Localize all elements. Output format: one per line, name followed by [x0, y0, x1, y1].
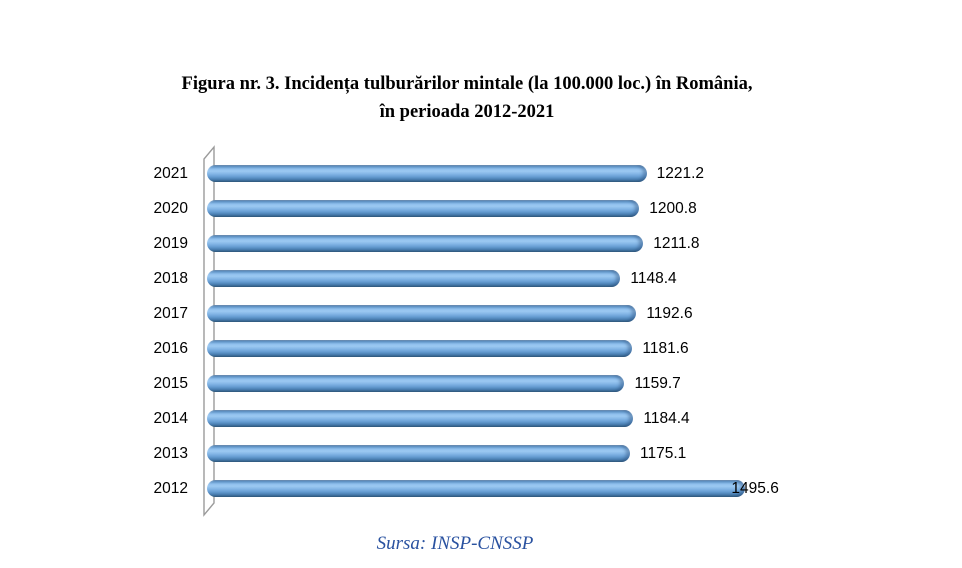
category-label: 2017	[153, 304, 188, 322]
bar	[207, 340, 632, 357]
value-label: 1200.8	[649, 199, 697, 217]
value-label: 1175.1	[640, 444, 687, 462]
category-label: 2016	[153, 339, 188, 357]
chart-row	[140, 331, 779, 366]
category-label: 2013	[153, 444, 188, 462]
bar	[207, 200, 639, 217]
category-label: 2015	[153, 374, 188, 392]
figure-title	[0, 70, 934, 126]
figure-title-line2: în perioada 2012-2021	[379, 102, 555, 122]
value-label: 1184.4	[643, 409, 690, 427]
chart-row	[140, 401, 779, 436]
value-label: 1159.7	[634, 374, 681, 392]
bar	[207, 410, 633, 427]
figure-title-line1: Figura nr. 3. Incidența tulburărilor mintale (la 100.000 loc.) în România,	[181, 74, 753, 94]
bar	[207, 235, 643, 252]
source-caption: Sursa: INSP-CNSSP	[376, 533, 534, 554]
chart-row	[140, 436, 779, 471]
bar	[207, 375, 624, 392]
chart-row	[140, 226, 779, 261]
value-label: 1148.4	[630, 269, 677, 287]
chart-rows	[140, 156, 779, 506]
chart-row	[140, 156, 779, 191]
chart-row	[140, 261, 779, 296]
value-label: 1181.6	[642, 339, 689, 357]
bar	[207, 270, 620, 287]
category-label: 2012	[153, 479, 188, 497]
bar-chart	[0, 156, 962, 536]
category-label: 2019	[153, 234, 188, 252]
value-label: 1221.2	[656, 164, 705, 182]
category-label: 2020	[153, 199, 188, 217]
chart-row	[140, 471, 779, 506]
value-label: 1211.8	[653, 234, 700, 252]
chart-row	[140, 366, 779, 401]
value-label: 1495.6	[731, 479, 779, 497]
chart-row	[140, 191, 779, 226]
value-label: 1192.6	[646, 304, 693, 322]
bar	[207, 305, 636, 322]
bar	[207, 445, 630, 462]
bar	[207, 480, 745, 497]
chart-row	[140, 296, 779, 331]
category-label: 2014	[153, 409, 188, 427]
category-label: 2018	[153, 269, 188, 287]
bar	[207, 165, 647, 182]
category-label: 2021	[153, 164, 188, 182]
